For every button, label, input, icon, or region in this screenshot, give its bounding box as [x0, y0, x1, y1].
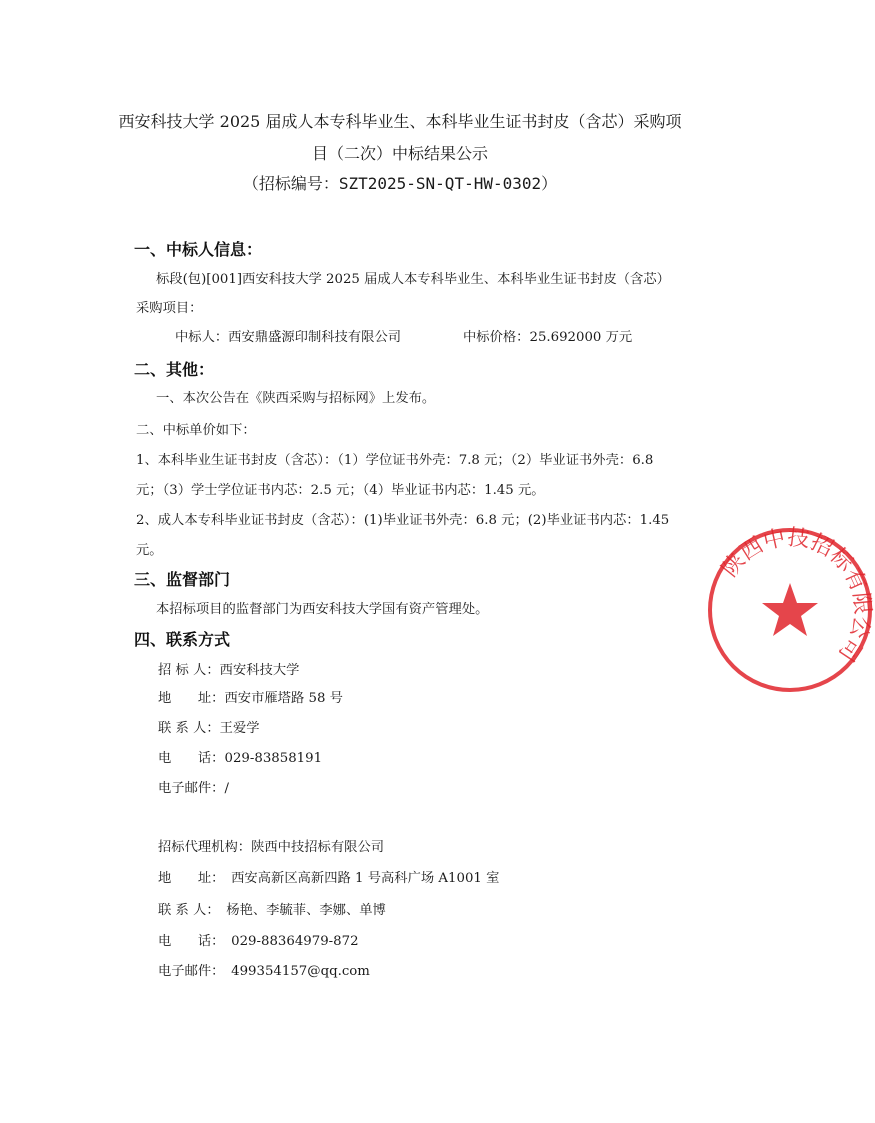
section-1-heading: 一、中标人信息： — [134, 240, 263, 259]
agent-contact: 联 系 人： 杨艳、李毓菲、李娜、单博 — [158, 903, 386, 918]
winner-name: 中标人：西安鼎盛源印制科技有限公司 — [175, 330, 402, 345]
section-2-heading: 二、其他： — [134, 360, 215, 379]
other-item-2: 二、中标单价如下： — [136, 423, 256, 438]
svg-text:陕西中技招标有限公司 — [717, 525, 874, 665]
stamp-star-icon — [762, 583, 818, 636]
unit-price-item-1-line-2: 元；（3）学士学位证书内芯：2.5 元；（4）毕业证书内芯：1.45 元。 — [136, 483, 545, 498]
agent-name: 招标代理机构：陕西中技招标有限公司 — [158, 840, 385, 855]
section-4-heading: 四、联系方式 — [134, 630, 231, 649]
agent-phone: 电 话： 029-88364979-872 — [158, 934, 359, 949]
company-seal-stamp — [705, 525, 875, 695]
lot-description-line-1: 标段(包)[001]西安科技大学 2025 届成人本专科毕业生、本科毕业生证书封皮（含芯） — [156, 272, 670, 287]
section-3-heading: 三、监督部门 — [134, 570, 231, 589]
buyer-email: 电子邮件：/ — [158, 781, 229, 796]
agent-address: 地 址： 西安高新区高新四路 1 号高科广场 A1001 室 — [158, 871, 500, 886]
agent-email: 电子邮件： 499354157@qq.com — [158, 964, 370, 979]
winning-price: 中标价格：25.692000 万元 — [463, 330, 633, 345]
stamp-text: 陕西中技招标有限公司 — [717, 525, 875, 666]
unit-price-item-2-line-1: 2、成人本专科毕业证书封皮（含芯）：(1)毕业证书外壳：6.8 元；(2)毕业证书内芯：1.45 — [136, 513, 670, 528]
supervision-text: 本招标项目的监督部门为西安科技大学国有资产管理处。 — [156, 602, 489, 617]
tender-number: （招标编号：SZT2025-SN-QT-HW-0302） — [242, 174, 558, 193]
title-line-1: 西安科技大学 2025 届成人本专科毕业生、本科毕业生证书封皮（含芯）采购项 — [118, 112, 682, 131]
buyer-contact: 联 系 人：王爱学 — [158, 721, 260, 736]
other-item-1: 一、本次公告在《陕西采购与招标网》上发布。 — [156, 391, 436, 406]
buyer-name: 招 标 人：西安科技大学 — [158, 663, 300, 678]
unit-price-item-2-line-2: 元。 — [136, 543, 163, 558]
unit-price-item-1-line-1: 1、本科毕业生证书封皮（含芯）：（1）学位证书外壳：7.8 元；（2）毕业证书外壳：6.8 — [136, 453, 654, 468]
buyer-address: 地 址：西安市雁塔路 58 号 — [158, 691, 343, 706]
lot-description-line-2: 采购项目： — [136, 301, 203, 316]
buyer-phone: 电 话：029-83858191 — [158, 751, 323, 766]
title-line-2: 目（二次）中标结果公示 — [311, 144, 488, 163]
